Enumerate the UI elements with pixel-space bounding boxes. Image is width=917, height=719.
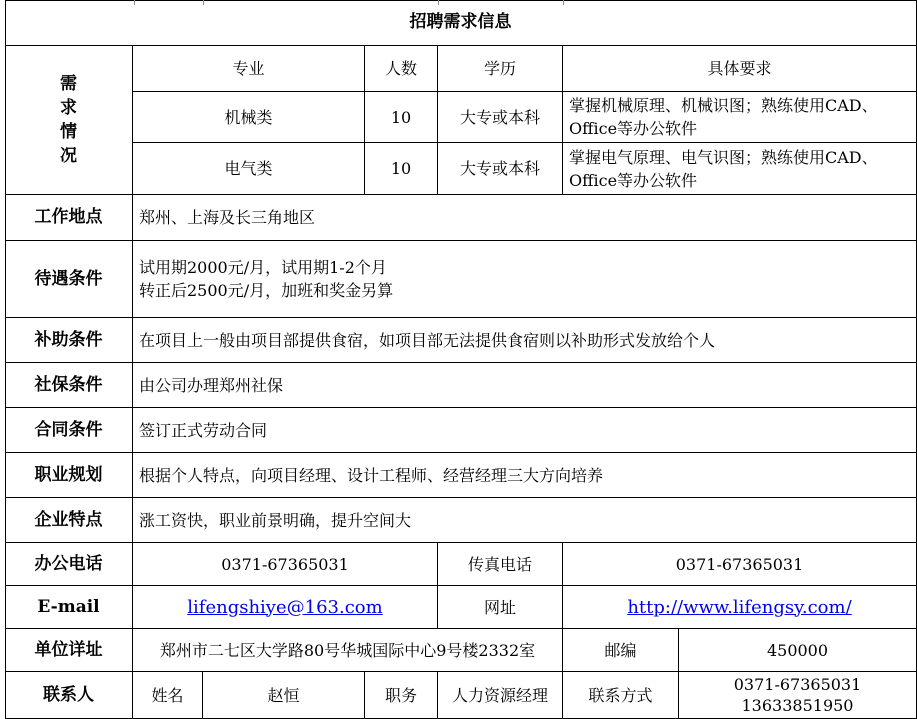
address-value: 郑州市二七区大学路80号华城国际中心9号楼2332室 [133,629,563,672]
contact-method-label: 联系方式 [563,672,679,719]
contact-label: 联系人 [5,672,133,719]
treatment-label: 待遇条件 [5,241,133,318]
work-location-value: 郑州、上海及长三角地区 [133,195,917,241]
social-security-label: 社保条件 [5,363,133,408]
contact-phone: 0371-67365031 [733,675,862,694]
fax-value: 0371-67365031 [563,543,917,586]
header-requirements: 具体要求 [563,46,917,92]
contact-phone: 13633851950 [741,696,854,715]
demand-label-char: 需 [60,74,77,94]
company-value: 涨工资快，职业前景明确，提升空间大 [133,498,917,543]
treatment-line: 试用期2000元/月，试用期1-2个月 [139,258,387,277]
contact-method-value [679,672,917,719]
page-title: 招聘需求信息 [5,0,917,46]
contract-value: 签订正式劳动合同 [133,408,917,453]
demand-requirements-cell [563,143,917,195]
social-security-value: 由公司办理郑州社保 [133,363,917,408]
requirements-line: 掌握机械原理、机械识图；熟练使用CAD、 [569,96,878,115]
contact-position-label: 职务 [365,672,438,719]
demand-major-cell: 电气类 [133,143,365,195]
demand-count-cell: 10 [365,143,438,195]
postcode-value: 450000 [679,629,917,672]
demand-label-char: 况 [60,146,77,166]
contact-name-label: 姓名 [133,672,203,719]
website-label: 网址 [438,586,563,629]
requirements-line: Office等办公软件 [569,170,698,190]
company-label: 企业特点 [5,498,133,543]
work-location-label: 工作地点 [5,195,133,241]
fax-label: 传真电话 [438,543,563,586]
subsidy-value: 在项目上一般由项目部提供食宿，如项目部无法提供食宿则以补助形式发放给个人 [133,318,917,363]
contact-position-value: 人力资源经理 [438,672,563,719]
email-cell [133,586,438,629]
website-cell [563,586,917,629]
career-value: 根据个人特点，向项目经理、设计工程师、经营经理三大方向培养 [133,453,917,498]
treatment-line: 转正后2500元/月，加班和奖金另算 [139,281,394,300]
office-phone-label: 办公电话 [5,543,133,586]
requirements-line: 掌握电气原理、电气识图；熟练使用CAD、 [569,147,878,167]
postcode-label: 邮编 [563,629,679,672]
header-count: 人数 [365,46,438,92]
treatment-value [133,241,917,318]
office-phone-value: 0371-67365031 [133,543,438,586]
subsidy-label: 补助条件 [5,318,133,363]
contract-label: 合同条件 [5,408,133,453]
header-major: 专业 [133,46,365,92]
demand-label-char: 情 [60,122,77,142]
header-education: 学历 [438,46,563,92]
email-label: E-mail [5,586,133,629]
demand-requirements-cell [563,92,917,143]
email-link[interactable]: lifengshiye@163.com [187,596,383,618]
career-label: 职业规划 [5,453,133,498]
website-link[interactable]: http://www.lifengsy.com/ [627,596,852,618]
address-label: 单位详址 [5,629,133,672]
demand-education-cell: 大专或本科 [438,143,563,195]
contact-name-value: 赵恒 [203,672,365,719]
demand-section-label [5,46,133,195]
demand-label-char: 求 [60,98,77,118]
requirements-line: Office等办公软件 [569,119,698,138]
demand-major-cell: 机械类 [133,92,365,143]
demand-education-cell: 大专或本科 [438,92,563,143]
demand-count-cell: 10 [365,92,438,143]
